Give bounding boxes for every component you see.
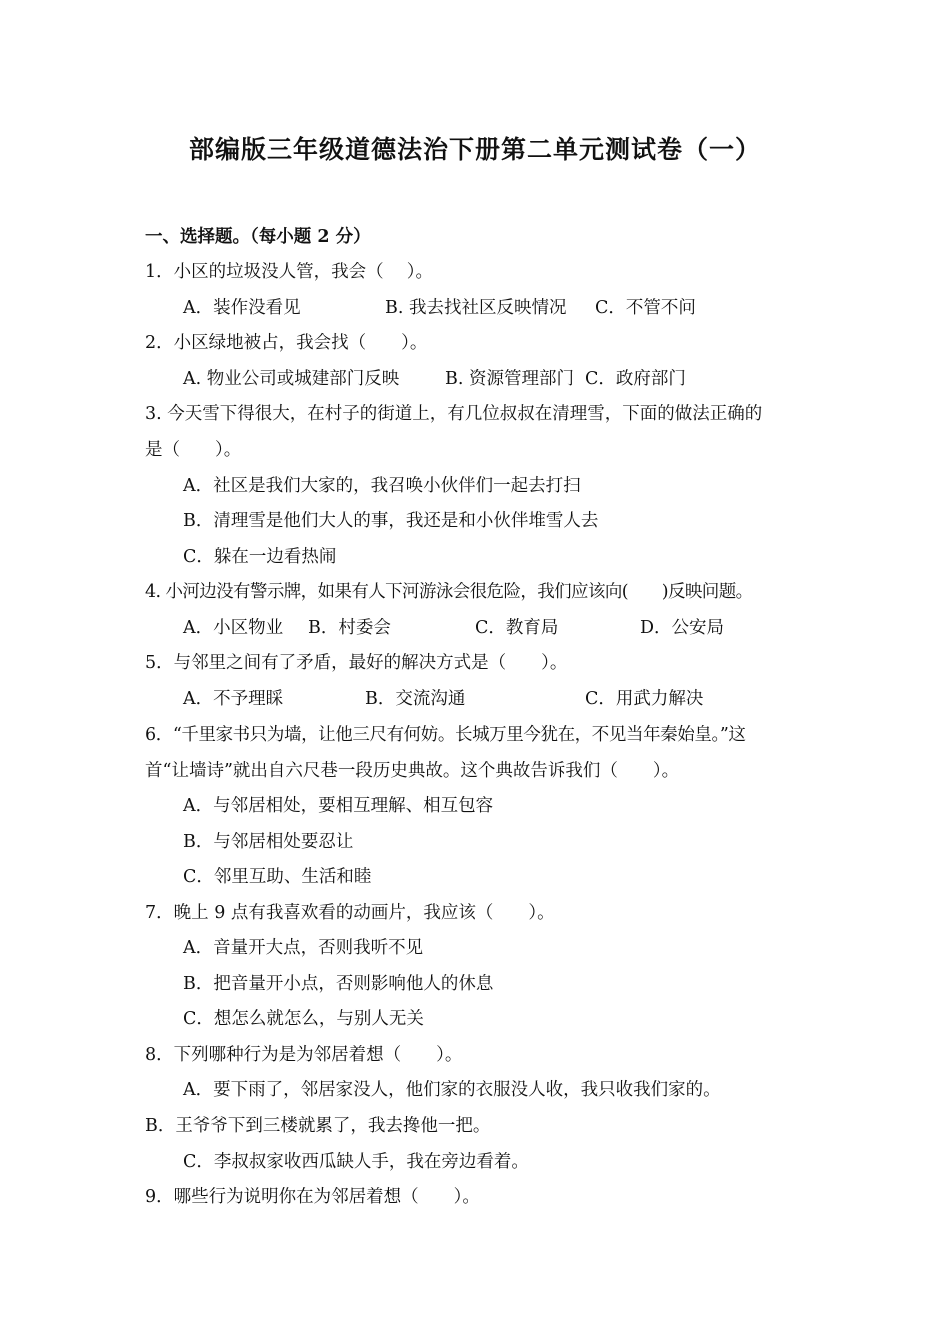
question-3-option-c: C．躲在一边看热闹 (183, 547, 337, 567)
question-7-option-b: B．把音量开小点，否则影响他人的休息 (183, 974, 494, 994)
question-2-text: 2．小区绿地被占，我会找（ ）。 (145, 333, 428, 353)
question-6-option-a: A．与邻居相处，要相互理解、相互包容 (183, 796, 494, 816)
question-3-option-b: B．清理雪是他们大人的事，我还是和小伙伴堆雪人去 (183, 511, 599, 531)
question-1-option-b: B. 我去找社区反映情况 (385, 298, 567, 318)
question-5-option-b: B．交流沟通 (365, 689, 466, 709)
question-4-option-c: C．教育局 (475, 618, 559, 638)
question-2-options (145, 367, 845, 391)
question-5-options (145, 687, 845, 711)
question-3-text-line-2: 是（ ）。 (145, 440, 242, 460)
question-7-option-a: A．音量开大点，否则我听不见 (183, 938, 424, 958)
question-4-option-a: A．小区物业 (183, 618, 284, 638)
question-1-options (145, 296, 845, 320)
question-8-text: 8．下列哪种行为是为邻居着想（ ）。 (145, 1045, 463, 1065)
question-5-option-c: C．用武力解决 (585, 689, 704, 709)
question-5-option-a: A．不予理睬 (183, 689, 284, 709)
question-4-option-d: D．公安局 (640, 618, 725, 638)
question-6-option-b: B．与邻居相处要忍让 (183, 832, 354, 852)
question-4-option-b: B．村委会 (308, 618, 391, 638)
question-1-text: 1．小区的垃圾没人管，我会（ ）。 (145, 262, 433, 282)
question-6-text-line-2: 首“让墙诗”就出自六尺巷一段历史典故。这个典故告诉我们（ ）。 (145, 761, 680, 781)
document-title: 部编版三年级道德法治下册第二单元测试卷（一） (188, 135, 761, 164)
question-8-option-a: A．要下雨了，邻居家没人，他们家的衣服没人收，我只收我们家的。 (183, 1080, 721, 1100)
question-3-text-line-1: 3. 今天雪下得很大，在村子的街道上，有几位叔叔在清理雪，下面的做法正确的 (145, 404, 763, 424)
question-6-text-line-1: 6．“千里家书只为墙，让他三尺有何妨。长城万里今犹在，不见当年秦始皇。”这 (145, 725, 746, 745)
question-2-option-b: B. 资源管理部门 (445, 369, 574, 389)
question-1-option-c: C．不管不问 (595, 298, 696, 318)
question-1-option-a: A．装作没看见 (183, 298, 301, 318)
section-heading: 一、选择题。（每小题 2 分） (145, 227, 371, 247)
question-6-option-c: C．邻里互助、生活和睦 (183, 867, 372, 887)
question-9-text: 9．哪些行为说明你在为邻居着想（ ）。 (145, 1187, 480, 1207)
question-8-option-b: B．王爷爷下到三楼就累了，我去搀他一把。 (145, 1116, 491, 1136)
question-5-text: 5．与邻里之间有了矛盾，最好的解决方式是（ ）。 (145, 653, 568, 673)
question-8-option-c: C．李叔叔家收西瓜缺人手，我在旁边看着。 (183, 1152, 529, 1172)
question-2-option-a: A. 物业公司或城建部门反映 (183, 369, 400, 389)
question-4-text: 4. 小河边没有警示牌，如果有人下河游泳会很危险，我们应该向( )反映问题。 (145, 582, 753, 602)
question-2-option-c: C．政府部门 (585, 369, 686, 389)
question-7-option-c: C．想怎么就怎么，与别人无关 (183, 1009, 424, 1029)
question-7-text: 7．晚上 9 点有我喜欢看的动画片，我应该（ ）。 (145, 903, 555, 923)
question-3-option-a: A．社区是我们大家的，我召唤小伙伴们一起去打扫 (183, 476, 581, 496)
question-4-options (145, 616, 845, 640)
